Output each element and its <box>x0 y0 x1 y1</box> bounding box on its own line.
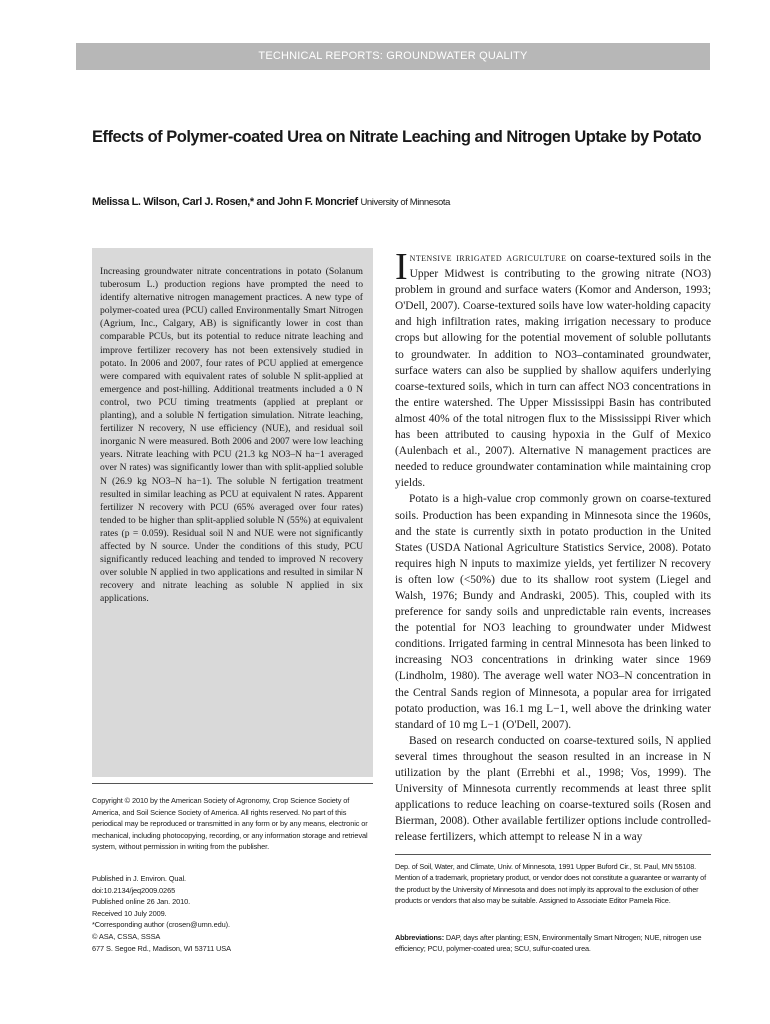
pub-received-date: Received 10 July 2009. <box>92 908 167 918</box>
abstract-text: Increasing groundwater nitrate concentrations in potato (Solanum tuberosum L.) production regions have prompted the need to identify alternative nitrogen management practices. A new type of polymer-coated urea (PCU) called Environmentally Smart Nitrogen (Agrium, Inc., Calgary, AB) is significantly lower in cost than comparable PCUs, but its potential to reduce nitrate leaching and improve fertilizer recovery has not been extensively studied in potato. In 2006 and 2007, four rates of PCU applied at emergence were compared with equivalent rates of soluble N split-applied at emergence and post-hilling. Additional treatments included a 0 N control, two PCU timing treatments (applied at preplant or planting), and a soluble N fertigation simulation. Nitrate leaching, fertilizer N recovery, N use efficiency (NUE), and residual soil inorganic N were measured. Both 2006 and 2007 were low leaching years. Nitrate leaching with PCU (21.3 kg NO3–N ha−1 averaged over N rates) was significantly lower than with split-applied soluble N (26.9 kg NO3–N ha−1). The soluble N fertigation treatment resulted in similar leaching as PCU at equivalent N rates. Apparent fertilizer N recovery with PCU (65% averaged over four rates) tended to be higher than split-applied soluble N (55%) at equivalent rates (p = 0.059). Residual soil N and NUE were not significantly affected by N source. Under the conditions of this study, PCU significantly reduced leaching and tended to improved N recovery over soluble N applied in two applications and resulted in similar N recovery and nitrate leaching as soluble N applied in six applications. <box>100 266 363 605</box>
drop-cap: I <box>395 246 408 288</box>
author-affiliation: University of Minnesota <box>360 197 450 208</box>
author-names: Melissa L. Wilson, Carl J. Rosen,* and John F. Moncrief <box>92 196 358 208</box>
footnote-divider <box>395 854 711 855</box>
body-paragraph-1 <box>395 246 711 491</box>
article-title: Effects of Polymer-coated Urea on Nitrate Leaching and Nitrogen Uptake by Potato <box>92 128 702 146</box>
body-paragraph-2: Potato is a high-value crop commonly grown on coarse-textured soils. Production has been expanding in Minnesota since the 1960s, and the state is currently sixth in potato production in the United States (USDA National Agriculture Statistics Service, 2008). Potato requires high N inputs to maximize yields, yet fertilizer N recovery is often low (<50%) due to its shallow root system (Liegel and Walsh, 1976; Bundy and Andraski, 2005). This, coupled with its preference for sandy soils and unpredictable rain events, increases the potential for NO3 leaching to groundwater under Midwest conditions. Irrigated farming in central Minnesota has been linked to increasing NO3 concentrations in drinking water since 1969 (Lindholm, 1980). The average well water NO3–N concentration in the Central Sands region of Minnesota, a popular area for irrigated potato production, was 16.1 mg L−1, well above the drinking water standard of 10 mg L−1 (O'Dell, 2007). <box>395 493 711 731</box>
copyright-notice: Copyright © 2010 by the American Society of Agronomy, Crop Science Society of America, and Soil Science Society of America. All rights reserved. No part of this periodical may be reproduced or transmitted in any form or by any means, electronic or mechanical, including photocopying, recording, or any information storage and retrieval system, without permission in writing from the publisher. <box>92 796 368 852</box>
body-paragraph-3: Based on research conducted on coarse-textured soils, N applied several times throughout the season resulted in an increase in N utilization by the plant (Errebhi et al., 1998; Vos, 1999). The University of Minnesota currently recommends at least three split applications to reduce leaching on coarse-textured soils (Rosen and Bierman, 2008). Other available fertilizer options include controlled-release fertilizers, which attempt to release N in a way <box>395 734 711 844</box>
abbreviations-text: DAP, days after planting; ESN, Environmentally Smart Nitrogen; NUE, nitrogen use efficiency; PCU, polymer-coated urea; SCU, sulfur-coated urea. <box>395 933 702 954</box>
affiliation-footnote: Dep. of Soil, Water, and Climate, Univ. of Minnesota, 1991 Upper Buford Cir., St. Paul, MN 55108. Mention of a trademark, proprietary product, or vendor does not constitute a guarantee or warranty of the product by the University of Minnesota and does not imply its approval to the exclusion of other products or vendors that also may be suitable. Assigned to Associate Editor Pamela Rice. <box>395 862 706 906</box>
publication-info <box>92 873 373 954</box>
abbreviations-label: Abbreviations: <box>395 933 444 942</box>
pub-address: 677 S. Segoe Rd., Madison, WI 53711 USA <box>92 943 231 953</box>
pub-journal: Published in J. Environ. Qual. <box>92 874 186 883</box>
pub-doi: doi:10.2134/jeq2009.0265 <box>92 885 176 895</box>
body-column <box>395 246 711 845</box>
corresponding-author: *Corresponding author (crosen@umn.edu). <box>92 920 230 930</box>
body-paragraph-1-text: on coarse-textured soils in the Upper Midwest is contributing to the growing nitrate (NO3) problem in ground and surface waters (Komor and Anderson, 1993; O'Dell, 2007). Coarse-textured soils have low water-holding capacity and high infiltration rates, making irrigation necessary to produce crops but allowing for the potential movement of soluble pollutants to groundwater. In addition to NO3–contaminated groundwater, surface waters can also be supplied by shallow aquifers underlying coarse-textured soils, which in turn can affect NO3 concentrations in the entire watershed. The Upper Mississippi Basin has contributed almost 40% of the total nitrogen flux to the Mississippi River which has been attributed to causing hypoxia in the Gulf of Mexico (Aulenbach et al., 2007). Alternative N management practices are needed to reduce groundwater contamination while maintaining crop yields. <box>395 252 711 490</box>
author-line <box>92 196 712 208</box>
pub-societies: © ASA, CSSA, SSSA <box>92 931 161 941</box>
lead-in-smallcaps: ntensive irrigated agriculture <box>409 252 567 264</box>
copyright-divider <box>92 783 373 784</box>
abbreviations-note <box>395 932 711 955</box>
pub-online-date: Published online 26 Jan. 2010. <box>92 897 191 907</box>
section-banner: TECHNICAL REPORTS: GROUNDWATER QUALITY <box>76 43 710 70</box>
